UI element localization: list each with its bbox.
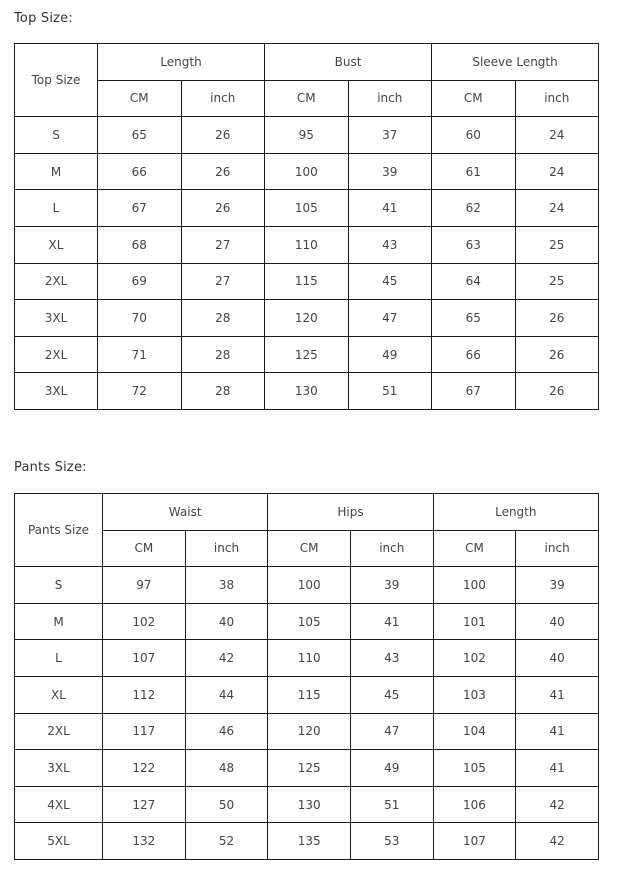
measurement-cell: 66 — [98, 153, 182, 190]
measurement-cell: 44 — [185, 676, 268, 713]
table-row — [15, 117, 599, 154]
table-row — [15, 567, 599, 604]
top-size-table — [14, 43, 599, 410]
measurement-cell: 28 — [181, 336, 265, 373]
measurement-cell: 60 — [432, 117, 516, 154]
measurement-cell: 112 — [103, 676, 186, 713]
size-label-cell: L — [15, 190, 98, 227]
table-row — [15, 226, 599, 263]
measurement-cell: 117 — [103, 713, 186, 750]
measurement-cell: 47 — [348, 300, 432, 337]
table-row — [15, 190, 599, 227]
top-size-title: Top Size: — [14, 11, 73, 26]
measurement-cell: 115 — [268, 676, 351, 713]
measurement-cell: 97 — [103, 567, 186, 604]
measurement-cell: 42 — [516, 786, 599, 823]
size-label-cell: S — [15, 117, 98, 154]
measurement-cell: 67 — [432, 373, 516, 410]
table-row — [15, 786, 599, 823]
unit-header: CM — [98, 80, 182, 117]
measurement-cell: 101 — [433, 603, 516, 640]
measurement-cell: 107 — [103, 640, 186, 677]
measurement-cell: 102 — [433, 640, 516, 677]
measurement-cell: 105 — [265, 190, 349, 227]
measurement-cell: 70 — [98, 300, 182, 337]
group-header-hips: Hips — [268, 494, 433, 531]
size-label-cell: 3XL — [15, 750, 103, 787]
group-header-sleeve-length: Sleeve Length — [432, 44, 599, 81]
measurement-cell: 100 — [433, 567, 516, 604]
measurement-cell: 26 — [515, 336, 599, 373]
unit-header: inch — [516, 530, 599, 567]
measurement-cell: 48 — [185, 750, 268, 787]
measurement-cell: 37 — [348, 117, 432, 154]
group-header-bust: Bust — [265, 44, 432, 81]
measurement-cell: 38 — [185, 567, 268, 604]
measurement-cell: 130 — [268, 786, 351, 823]
size-label-cell: 4XL — [15, 786, 103, 823]
unit-header: CM — [433, 530, 516, 567]
unit-header: inch — [350, 530, 433, 567]
measurement-cell: 95 — [265, 117, 349, 154]
pants-size-title: Pants Size: — [14, 460, 87, 475]
table-row — [15, 676, 599, 713]
group-header-waist: Waist — [103, 494, 268, 531]
unit-header: inch — [185, 530, 268, 567]
table-row — [15, 713, 599, 750]
measurement-cell: 132 — [103, 823, 186, 860]
measurement-cell: 110 — [265, 226, 349, 263]
size-label-cell: 3XL — [15, 373, 98, 410]
corner-label: Top Size — [15, 44, 98, 117]
measurement-cell: 100 — [265, 153, 349, 190]
measurement-cell: 68 — [98, 226, 182, 263]
measurement-cell: 46 — [185, 713, 268, 750]
measurement-cell: 104 — [433, 713, 516, 750]
measurement-cell: 41 — [516, 713, 599, 750]
table-row — [15, 300, 599, 337]
size-label-cell: 3XL — [15, 300, 98, 337]
unit-header: CM — [268, 530, 351, 567]
unit-header: CM — [265, 80, 349, 117]
measurement-cell: 45 — [348, 263, 432, 300]
measurement-cell: 65 — [432, 300, 516, 337]
measurement-cell: 40 — [185, 603, 268, 640]
measurement-cell: 39 — [350, 567, 433, 604]
table-header-row — [15, 494, 599, 531]
measurement-cell: 105 — [268, 603, 351, 640]
size-label-cell: XL — [15, 226, 98, 263]
size-label-cell: XL — [15, 676, 103, 713]
measurement-cell: 120 — [268, 713, 351, 750]
measurement-cell: 50 — [185, 786, 268, 823]
measurement-cell: 110 — [268, 640, 351, 677]
measurement-cell: 120 — [265, 300, 349, 337]
measurement-cell: 100 — [268, 567, 351, 604]
measurement-cell: 122 — [103, 750, 186, 787]
pants-size-table — [14, 493, 599, 860]
measurement-cell: 41 — [516, 676, 599, 713]
unit-header-row — [15, 80, 599, 117]
measurement-cell: 41 — [516, 750, 599, 787]
measurement-cell: 43 — [350, 640, 433, 677]
measurement-cell: 61 — [432, 153, 516, 190]
measurement-cell: 25 — [515, 226, 599, 263]
measurement-cell: 24 — [515, 153, 599, 190]
size-label-cell: S — [15, 567, 103, 604]
measurement-cell: 40 — [516, 603, 599, 640]
table-row — [15, 640, 599, 677]
unit-header: inch — [181, 80, 265, 117]
group-header-length: Length — [98, 44, 265, 81]
measurement-cell: 106 — [433, 786, 516, 823]
measurement-cell: 41 — [348, 190, 432, 227]
measurement-cell: 64 — [432, 263, 516, 300]
measurement-cell: 49 — [350, 750, 433, 787]
unit-header: CM — [432, 80, 516, 117]
measurement-cell: 42 — [516, 823, 599, 860]
measurement-cell: 28 — [181, 300, 265, 337]
measurement-cell: 47 — [350, 713, 433, 750]
measurement-cell: 105 — [433, 750, 516, 787]
unit-header: inch — [348, 80, 432, 117]
measurement-cell: 42 — [185, 640, 268, 677]
measurement-cell: 43 — [348, 226, 432, 263]
measurement-cell: 51 — [350, 786, 433, 823]
unit-header: inch — [515, 80, 599, 117]
measurement-cell: 26 — [181, 190, 265, 227]
corner-label: Pants Size — [15, 494, 103, 567]
measurement-cell: 62 — [432, 190, 516, 227]
table-row — [15, 336, 599, 373]
measurement-cell: 24 — [515, 190, 599, 227]
measurement-cell: 102 — [103, 603, 186, 640]
table-row — [15, 263, 599, 300]
measurement-cell: 52 — [185, 823, 268, 860]
measurement-cell: 107 — [433, 823, 516, 860]
table-row — [15, 373, 599, 410]
measurement-cell: 125 — [265, 336, 349, 373]
measurement-cell: 26 — [181, 117, 265, 154]
measurement-cell: 40 — [516, 640, 599, 677]
measurement-cell: 65 — [98, 117, 182, 154]
measurement-cell: 72 — [98, 373, 182, 410]
measurement-cell: 27 — [181, 226, 265, 263]
table-header-row — [15, 44, 599, 81]
unit-header-row — [15, 530, 599, 567]
measurement-cell: 24 — [515, 117, 599, 154]
group-header-length: Length — [433, 494, 598, 531]
measurement-cell: 25 — [515, 263, 599, 300]
size-label-cell: 2XL — [15, 263, 98, 300]
measurement-cell: 115 — [265, 263, 349, 300]
table-row — [15, 823, 599, 860]
measurement-cell: 26 — [515, 373, 599, 410]
table-row — [15, 750, 599, 787]
size-label-cell: 2XL — [15, 336, 98, 373]
measurement-cell: 103 — [433, 676, 516, 713]
measurement-cell: 41 — [350, 603, 433, 640]
unit-header: CM — [103, 530, 186, 567]
measurement-cell: 39 — [348, 153, 432, 190]
measurement-cell: 69 — [98, 263, 182, 300]
size-label-cell: M — [15, 153, 98, 190]
measurement-cell: 135 — [268, 823, 351, 860]
measurement-cell: 51 — [348, 373, 432, 410]
measurement-cell: 45 — [350, 676, 433, 713]
size-label-cell: L — [15, 640, 103, 677]
table-row — [15, 603, 599, 640]
size-label-cell: 2XL — [15, 713, 103, 750]
measurement-cell: 26 — [515, 300, 599, 337]
measurement-cell: 63 — [432, 226, 516, 263]
measurement-cell: 26 — [181, 153, 265, 190]
measurement-cell: 39 — [516, 567, 599, 604]
measurement-cell: 66 — [432, 336, 516, 373]
measurement-cell: 125 — [268, 750, 351, 787]
table-row — [15, 153, 599, 190]
measurement-cell: 28 — [181, 373, 265, 410]
measurement-cell: 127 — [103, 786, 186, 823]
measurement-cell: 27 — [181, 263, 265, 300]
measurement-cell: 130 — [265, 373, 349, 410]
measurement-cell: 67 — [98, 190, 182, 227]
measurement-cell: 71 — [98, 336, 182, 373]
measurement-cell: 53 — [350, 823, 433, 860]
size-label-cell: M — [15, 603, 103, 640]
size-label-cell: 5XL — [15, 823, 103, 860]
measurement-cell: 49 — [348, 336, 432, 373]
